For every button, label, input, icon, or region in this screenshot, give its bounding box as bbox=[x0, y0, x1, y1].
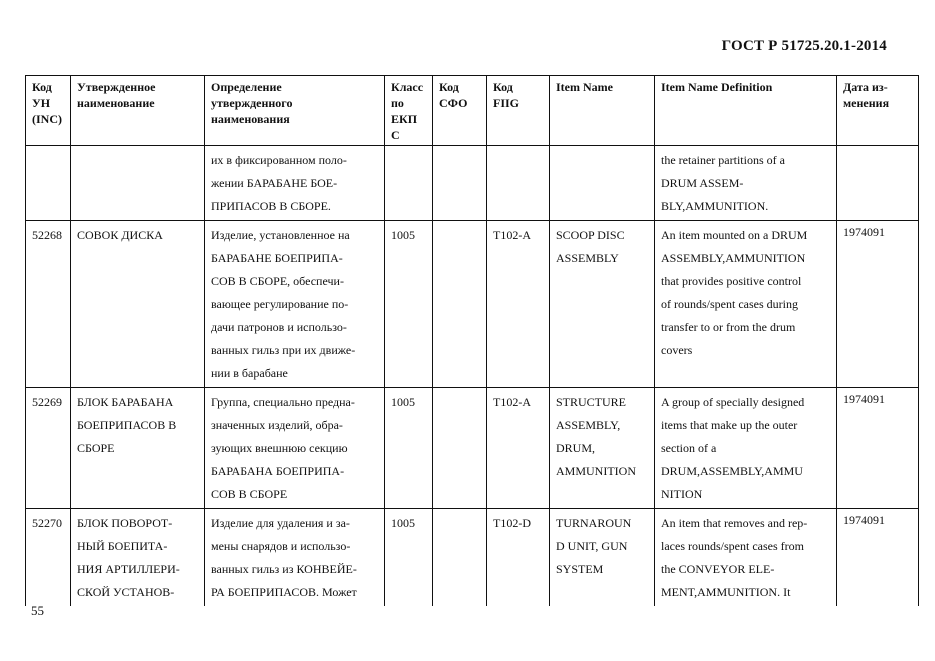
header-line: СФО bbox=[439, 96, 468, 110]
cell-text-line: СКОЙ УСТАНОВ- bbox=[77, 585, 175, 599]
header-line: Код bbox=[439, 80, 459, 94]
col-item-name-definition-header bbox=[655, 76, 837, 146]
cell-text-line: STRUCTURE bbox=[556, 395, 627, 409]
cell-text-line: БАРАБАНЕ БОЕПРИПА- bbox=[211, 251, 343, 265]
change-date-cell: 1974091 bbox=[837, 509, 919, 607]
item-name-cell bbox=[550, 509, 655, 607]
cell-text-line: SCOOP DISC bbox=[556, 228, 625, 242]
sfo-cell bbox=[433, 221, 487, 388]
header-line: ЕКП bbox=[391, 112, 418, 126]
header-line: Код bbox=[32, 80, 52, 94]
definition-cell bbox=[205, 509, 385, 607]
cell-text-line: TURNAROUN bbox=[556, 516, 632, 530]
item-name-cell bbox=[550, 221, 655, 388]
cell-text-line: дачи патронов и использо- bbox=[211, 320, 347, 334]
item-name-cell bbox=[550, 146, 655, 221]
cell-text-line: DRUM ASSEM- bbox=[661, 176, 744, 190]
approved-name-cell bbox=[71, 388, 205, 509]
fiig-cell bbox=[487, 146, 550, 221]
cell-text-line: значенных изделий, обра- bbox=[211, 418, 343, 432]
cell-text-line: СОВОК ДИСКА bbox=[77, 228, 163, 242]
cell-text-line: An item mounted on a DRUM bbox=[661, 228, 808, 242]
cell-text-line: БАРАБАНА БОЕПРИПА- bbox=[211, 464, 345, 478]
cell-text-line: жении БАРАБАНЕ БОЕ- bbox=[211, 176, 338, 190]
cell-text-line: Изделие, установленное на bbox=[211, 228, 350, 242]
cell-text-line: SYSTEM bbox=[556, 562, 604, 576]
col-sfo-header bbox=[433, 76, 487, 146]
cell-text-line: НЫЙ БОЕПИТА- bbox=[77, 539, 168, 553]
approved-name-cell bbox=[71, 146, 205, 221]
inc-code-cell: 52269 bbox=[26, 388, 71, 509]
change-date-cell: 1974091 bbox=[837, 221, 919, 388]
class-cell: 1005 bbox=[385, 221, 433, 388]
sfo-cell bbox=[433, 146, 487, 221]
cell-text-line: РА БОЕПРИПАСОВ. Может bbox=[211, 585, 357, 599]
fiig-cell: T102-D bbox=[487, 509, 550, 607]
cell-text-line: laces rounds/spent cases from bbox=[661, 539, 804, 553]
inc-code-cell: 52268 bbox=[26, 221, 71, 388]
cell-text-line: их в фиксированном поло- bbox=[211, 153, 347, 167]
header-line: Item Name bbox=[556, 80, 613, 94]
inc-code-cell: 52270 bbox=[26, 509, 71, 607]
document-header: ГОСТ Р 51725.20.1-2014 bbox=[721, 38, 887, 54]
item-name-cell bbox=[550, 388, 655, 509]
cell-text-line: covers bbox=[661, 343, 693, 357]
table-row bbox=[26, 146, 919, 221]
cell-text-line: items that make up the outer bbox=[661, 418, 798, 432]
cell-text-line: NITION bbox=[661, 487, 703, 501]
header-line: (INC) bbox=[32, 112, 62, 126]
item-definition-cell bbox=[655, 388, 837, 509]
header-line: Item Name Definition bbox=[661, 80, 773, 94]
cell-text-line: that provides positive control bbox=[661, 274, 802, 288]
cell-text-line: BLY,AMMUNITION. bbox=[661, 199, 769, 213]
fiig-cell: T102-A bbox=[487, 221, 550, 388]
cell-text-line: ПРИПАСОВ В СБОРЕ. bbox=[211, 199, 331, 213]
cell-text-line: НИЯ АРТИЛЛЕРИ- bbox=[77, 562, 180, 576]
header-line: Определение bbox=[211, 80, 282, 94]
class-cell: 1005 bbox=[385, 509, 433, 607]
change-date-cell bbox=[837, 146, 919, 221]
item-definition-cell bbox=[655, 509, 837, 607]
definition-cell bbox=[205, 221, 385, 388]
cell-text-line: of rounds/spent cases during bbox=[661, 297, 798, 311]
header-line: по bbox=[391, 96, 404, 110]
definition-cell bbox=[205, 146, 385, 221]
cell-text-line: AMMUNITION bbox=[556, 464, 636, 478]
cell-text-line: the retainer partitions of a bbox=[661, 153, 785, 167]
item-definition-cell bbox=[655, 221, 837, 388]
cell-text-line: DRUM, bbox=[556, 441, 596, 455]
cell-text-line: ASSEMBLY bbox=[556, 251, 619, 265]
cell-text-line: зующих внешнюю секцию bbox=[211, 441, 348, 455]
sfo-cell bbox=[433, 509, 487, 607]
approved-name-cell bbox=[71, 221, 205, 388]
cell-text-line: ванных гильз из КОНВЕЙЕ- bbox=[211, 562, 357, 576]
col-approved-name-header bbox=[71, 76, 205, 146]
cell-text-line: ASSEMBLY,AMMUNITION bbox=[661, 251, 806, 265]
classification-table bbox=[25, 75, 919, 606]
col-definition-header bbox=[205, 76, 385, 146]
header-line: наименования bbox=[211, 112, 290, 126]
definition-cell bbox=[205, 388, 385, 509]
cell-text-line: нии в барабане bbox=[211, 366, 288, 380]
cell-text-line: СОВ В СБОРЕ, обеспечи- bbox=[211, 274, 344, 288]
cell-text-line: A group of specially designed bbox=[661, 395, 805, 409]
cell-text-line: БЛОК БАРАБАНА bbox=[77, 395, 174, 409]
col-item-name-header bbox=[550, 76, 655, 146]
cell-text-line: БОЕПРИПАСОВ В bbox=[77, 418, 177, 432]
header-line: Утвержденное bbox=[77, 80, 156, 94]
class-cell: 1005 bbox=[385, 388, 433, 509]
col-inc-code-header bbox=[26, 76, 71, 146]
fiig-cell: T102-A bbox=[487, 388, 550, 509]
header-line: Код bbox=[493, 80, 513, 94]
header-line: УН bbox=[32, 96, 51, 110]
approved-name-cell bbox=[71, 509, 205, 607]
cell-text-line: MENT,AMMUNITION. It bbox=[661, 585, 791, 599]
cell-text-line: ванных гильз при их движе- bbox=[211, 343, 356, 357]
table-row bbox=[26, 388, 919, 509]
cell-text-line: Группа, специально предна- bbox=[211, 395, 355, 409]
sfo-cell bbox=[433, 388, 487, 509]
table-row bbox=[26, 509, 919, 607]
header-line: утвержденного bbox=[211, 96, 293, 110]
header-line: наименование bbox=[77, 96, 155, 110]
cell-text-line: Изделие для удаления и за- bbox=[211, 516, 350, 530]
header-line: Дата из- bbox=[843, 80, 888, 94]
inc-code-cell bbox=[26, 146, 71, 221]
cell-text-line: мены снарядов и использо- bbox=[211, 539, 351, 553]
cell-text-line: An item that removes and rep- bbox=[661, 516, 808, 530]
cell-text-line: ASSEMBLY, bbox=[556, 418, 621, 432]
class-cell bbox=[385, 146, 433, 221]
cell-text-line: СБОРЕ bbox=[77, 441, 115, 455]
header-row bbox=[26, 76, 919, 146]
item-definition-cell bbox=[655, 146, 837, 221]
col-change-date-header bbox=[837, 76, 919, 146]
header-line: менения bbox=[843, 96, 890, 110]
col-class-header bbox=[385, 76, 433, 146]
header-line: FIIG bbox=[493, 96, 520, 110]
col-fiig-header bbox=[487, 76, 550, 146]
cell-text-line: вающее регулирование по- bbox=[211, 297, 349, 311]
cell-text-line: section of a bbox=[661, 441, 717, 455]
cell-text-line: БЛОК ПОВОРОТ- bbox=[77, 516, 173, 530]
cell-text-line: D UNIT, GUN bbox=[556, 539, 628, 553]
cell-text-line: DRUM,ASSEMBLY,AMMU bbox=[661, 464, 803, 478]
cell-text-line: transfer to or from the drum bbox=[661, 320, 796, 334]
cell-text-line: the CONVEYOR ELE- bbox=[661, 562, 775, 576]
table-row bbox=[26, 221, 919, 388]
page-number: 55 bbox=[31, 603, 44, 618]
cell-text-line: СОВ В СБОРЕ bbox=[211, 487, 288, 501]
change-date-cell: 1974091 bbox=[837, 388, 919, 509]
header-line: С bbox=[391, 128, 400, 142]
header-line: Класс bbox=[391, 80, 424, 94]
